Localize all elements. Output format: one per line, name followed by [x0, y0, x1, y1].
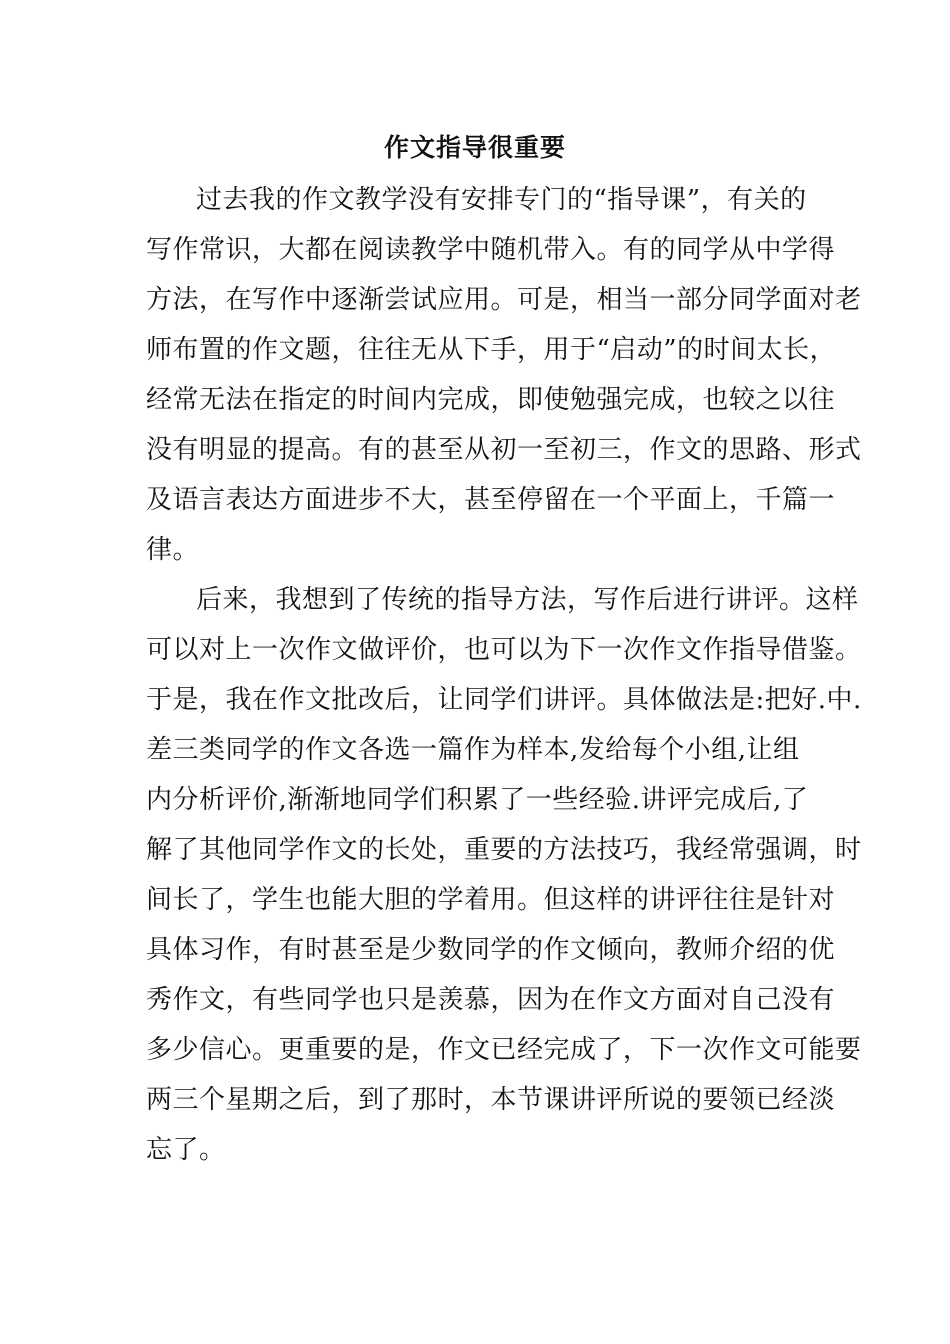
paragraph-2-line: 解了其他同学作文的长处，重要的方法技巧，我经常强调，时: [146, 835, 862, 865]
paragraph-1-line: 方法，在写作中逐渐尝试应用。可是，相当一部分同学面对老: [146, 285, 862, 315]
paragraph-2-line: 具体习作，有时甚至是少数同学的作文倾向，教师介绍的优: [146, 935, 836, 965]
paragraph-2-line: 秀作文，有些同学也只是羡慕，因为在作文方面对自己没有: [146, 985, 836, 1015]
document-title: 作文指导很重要: [383, 133, 566, 162]
paragraph-2-line: 多少信心。更重要的是，作文已经完成了，下一次作文可能要: [146, 1035, 862, 1065]
paragraph-2-line: 间长了，学生也能大胆的学着用。但这样的讲评往往是针对: [146, 885, 836, 915]
paragraph-1-line: 师布置的作文题，往往无从下手，用于“启动”的时间太长，: [146, 335, 837, 365]
paragraph-1-line: 过去我的作文教学没有安排专门的“指导课”，有关的: [196, 185, 807, 215]
paragraph-2-line: 差三类同学的作文各选一篇作为样本,发给每个小组,让组: [146, 735, 800, 765]
paragraph-1-line: 律。: [146, 535, 200, 565]
paragraph-1-line: 经常无法在指定的时间内完成，即使勉强完成，也较之以往: [146, 385, 836, 415]
paragraph-2-line: 两三个星期之后，到了那时，本节课讲评所说的要领已经淡: [146, 1085, 836, 1115]
paragraph-2-line: 内分析评价,渐渐地同学们积累了一些经验.讲评完成后,了: [146, 785, 809, 815]
paragraph-2-line: 后来，我想到了传统的指导方法，写作后进行讲评。这样: [196, 585, 859, 615]
paragraph-1-line: 写作常识，大都在阅读教学中随机带入。有的同学从中学得: [146, 235, 836, 265]
paragraph-1-line: 及语言表达方面进步不大，甚至停留在一个平面上，千篇一: [146, 485, 836, 515]
paragraph-2-line: 可以对上一次作文做评价，也可以为下一次作文作指导借鉴。: [146, 635, 862, 665]
paragraph-2-line: 忘了。: [146, 1135, 226, 1165]
paragraph-2-line: 于是，我在作文批改后，让同学们讲评。具体做法是:把好.中.: [146, 685, 862, 715]
paragraph-1-line: 没有明显的提高。有的甚至从初一至初三，作文的思路、形式: [146, 435, 862, 465]
